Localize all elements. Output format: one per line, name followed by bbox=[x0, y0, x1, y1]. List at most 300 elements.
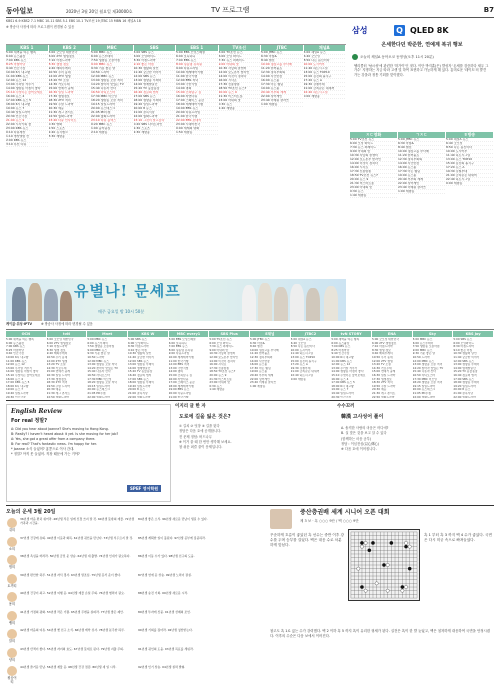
program-entry: 16:00 시사쇼 bbox=[209, 363, 227, 367]
program-entry: 7:00 KBS 뉴스 bbox=[6, 345, 25, 349]
newspaper-name: 동아일보 bbox=[6, 6, 34, 15]
program-entry: 12:30 정치부회의 bbox=[261, 71, 303, 75]
program-entry: 15:00 연예가 중계 bbox=[46, 370, 71, 374]
program-entry: 9:00 MBC 뉴스 bbox=[87, 348, 108, 352]
program-entry: 21:00 골목식당 bbox=[453, 391, 474, 395]
black-stone bbox=[390, 541, 393, 544]
white-stone bbox=[375, 582, 378, 585]
program-entry: 6:30 아침& bbox=[398, 142, 445, 146]
program-entry: 6:30 아침& bbox=[250, 341, 265, 345]
cable-label: 케이블·위성·IPTV bbox=[6, 322, 32, 326]
program-entry: 5:00 TV조선 뉴스 bbox=[209, 338, 232, 341]
program-entry: 0:00 재방송 bbox=[304, 95, 346, 99]
program-entry: 8:40 썰전 bbox=[250, 345, 263, 349]
program-entry: 12:00 SBS 뉴스 bbox=[128, 359, 149, 363]
fortune-text: 42년생 마음의 여유. 54년생 옛 친구 소식. 66년생 계약 성사. 78년생 분주한 하루. bbox=[20, 628, 125, 632]
program-entry: 17:30 아는 형님 bbox=[250, 366, 271, 370]
program-entry: 16:00 자연다큐 bbox=[168, 377, 189, 381]
program-entry: 15:00 연예가 중계 bbox=[372, 370, 396, 374]
program-entry: 18:00 세계테마기행 bbox=[168, 384, 194, 388]
program-entry: 5:00 MBC 뉴스 bbox=[412, 338, 433, 341]
riddle-box bbox=[337, 404, 494, 502]
baduk-commentary-right: 흑 1 부터 흑 3 까지 백 4 수가 좋았다. 국면은 다시 미궁 속으로 빠져들었다. bbox=[424, 533, 493, 543]
program-entry: 21:05 PD수첩 bbox=[412, 391, 431, 395]
program-entry: 10:00 냉장고를 부탁해 bbox=[261, 63, 303, 67]
issue-date: 2020년 3월 20일 월요일 제30000호 bbox=[66, 9, 133, 14]
program-entry: 22:40 하트시그널 bbox=[290, 373, 314, 377]
cable-channel-name: E채널 bbox=[250, 331, 290, 337]
program-entry: 11:00 한국기행 bbox=[168, 359, 189, 363]
program-entry: 15:00 김진의 돌직구 bbox=[290, 359, 317, 363]
program-entry: 5:00 EBS 모닝스페셜 bbox=[176, 51, 218, 55]
quiz-body bbox=[179, 424, 329, 450]
program-entry: 7:50 생방송 오늘아침 bbox=[87, 345, 115, 349]
program-entry: 17:00 스페이스 공감 bbox=[176, 99, 218, 103]
program-entry: 8:25 아침마당 bbox=[6, 348, 24, 352]
program-entry: 15:00 김진의 돌직구 bbox=[446, 162, 493, 166]
program-entry: 19:00 EBS 뉴스 bbox=[176, 107, 218, 111]
program-entry: 20:00 다큐프라임 bbox=[168, 391, 192, 395]
ad-brand: 삼성 bbox=[352, 26, 368, 35]
program-entry: 7:10 아침드라마 bbox=[46, 345, 68, 349]
fortune-text: 89년생 투자에 신중. 01년생 선배의 조언. bbox=[138, 609, 191, 614]
zodiac-sign bbox=[6, 648, 18, 664]
program-entry: 6:00 모닝 와이드 bbox=[209, 341, 231, 345]
quiz-line: 전 문제 정답: 버드나무 bbox=[179, 434, 212, 439]
program-entry: 5:00 JTBC 뉴스 bbox=[398, 138, 445, 142]
program-entry: 22:50 월화드라마 bbox=[49, 115, 91, 119]
program-entry: 1:00 재방송 bbox=[250, 384, 266, 388]
channel-a-logo bbox=[352, 54, 434, 60]
program-entry: 20:00 뉴스데스크 bbox=[87, 388, 110, 392]
english-phrase: For real 정말? bbox=[11, 418, 48, 424]
program-entry: 13:00 우리말 겨루기 bbox=[331, 366, 358, 370]
program-entry: 13:00 생방송 투데이 bbox=[134, 79, 176, 83]
program-entry: 18:00 6시 내고향 bbox=[6, 103, 48, 107]
program-entry: 6:00 모닝 와이드 bbox=[219, 55, 261, 59]
program-entry: 20:00 뉴스 9 bbox=[209, 373, 227, 377]
program-entry: 6:00 뉴스광장 bbox=[331, 341, 350, 345]
program-entry: 23:00 KBS 뉴스 bbox=[6, 127, 48, 131]
program-entry: 12:00 2TV 생생 bbox=[49, 75, 91, 79]
program-entry: 8:00 딩동댕 유치원 bbox=[168, 348, 193, 352]
fortune-text: 38년생 욕심을 버려라. 50년생 금전 운 상승. 62년생 새 출발. 74년생 인내가 필요하다. bbox=[20, 554, 131, 558]
program-entry: 10:00 도시어부 bbox=[304, 63, 346, 67]
program-entry: 6:00 보니하니 bbox=[176, 55, 218, 59]
program-entry: 8:25 아침마당 bbox=[6, 63, 48, 67]
program-entry: 0:00 재방송 bbox=[290, 377, 306, 381]
program-entry: 19:40 일일드라마 bbox=[6, 111, 48, 115]
program-entry: 23:00 아내의 맛 bbox=[219, 99, 261, 103]
program-entry: 22:50 월화드라마 bbox=[46, 395, 70, 398]
program-entry: 10:00 세계테마기행 bbox=[176, 71, 218, 75]
program-entry: 17:30 신통방통 bbox=[209, 366, 230, 370]
program-entry: 10:00 도시어부 bbox=[290, 348, 311, 352]
program-entry: 9:10 좋은 아침 bbox=[128, 348, 147, 352]
channel-column bbox=[49, 45, 91, 277]
program-entry: 19:15 일일드라마 bbox=[91, 103, 133, 107]
program-entry: 1:50 재방송 bbox=[176, 131, 218, 135]
channel-name: JTBC bbox=[261, 45, 303, 51]
article-body: 헬리콥터 '낚시성'에 관련한 '허가이'인 젖다. 이단 박지훈(은) 발성자 '손세를 검증하다 새우 그 가수' 지명하는 지금 따라 고생 및 하여 표현하고 가능하게 해 있다. 흥미로운 '데이트'의 발견 가는 강을과 정통 기회를 맞이했다. bbox=[354, 64, 489, 77]
program-entry: 18:50 TV조선 뉴스7 bbox=[350, 174, 397, 178]
program-entry: 17:20 뉴스 A bbox=[446, 166, 493, 170]
program-entry: 8:30 생생 정보 bbox=[49, 63, 91, 67]
program-entry: 16:00 뉴스 4 bbox=[6, 377, 24, 381]
program-entry: 20:30 예능 bbox=[49, 107, 91, 111]
riddle-title: 수수꼬끼 bbox=[337, 404, 355, 409]
program-entry: 13:00 뉴스 TOP10 bbox=[446, 158, 493, 162]
program-entry: 6:00 모닝와이드 bbox=[128, 341, 149, 345]
zodiac-sign bbox=[6, 666, 18, 682]
program-entry: 21:00 뉴스 9 bbox=[6, 119, 48, 123]
riddle-line: (함께하는 마음 공부) bbox=[341, 436, 372, 441]
program-entry: 7:30 뉴스 퍼레이드 bbox=[350, 146, 397, 150]
program-entry: 22:00 EBS 초대석 bbox=[176, 119, 218, 123]
dialogue-line: * 정말? 아직 못 들었어. 직장 때문에 가는 거야? bbox=[11, 451, 80, 456]
program-entry: 23:00 시네마천국 bbox=[176, 123, 218, 127]
program-entry: 17:30 아는 형님 bbox=[398, 170, 445, 174]
dialogue-line: * Joanne 소식 들었어? 홍콩으로 이사 간대. bbox=[11, 446, 75, 451]
program-entry: 10:30 생활의 달인 bbox=[128, 352, 152, 356]
program-entry: 14:00 영재발굴단 bbox=[128, 366, 151, 370]
cable-channel-name: SBS Plus bbox=[209, 331, 249, 337]
program-entry: 17:00 KBS 뉴스 5 bbox=[6, 381, 30, 385]
baduk-commentary-bottom: 참고도 흑 1로 끊는 수가 강력했다. 백 2 이하 흑 5 까지 흑이 유리한 형세가 된다. 실전은 흑이 한 발 늦었고, 백은 침착하게 대응하여 국면을 안정시켰다. 이후의 수순은 다음 보에서 이어진다. bbox=[270, 629, 491, 638]
fortune-text: 41년생 가정의 평화. 53년생 작은 기쁨. 65년생 주변을 살펴라. 77년생 좋은 제안. bbox=[20, 609, 124, 614]
program-entry: 14:30 가요무대 bbox=[46, 366, 67, 370]
channel-name: SBS bbox=[134, 45, 176, 51]
program-entry: 5:00 EBS 모닝스페셜 bbox=[168, 338, 196, 341]
program-entry: 19:50 주말 드라마 bbox=[372, 384, 396, 388]
divider bbox=[6, 400, 494, 401]
fortune-text: 86년생 이동 수가 있다. 98년생 친구의 도움. bbox=[138, 554, 195, 558]
program-entry: 14:00 명의 bbox=[176, 87, 218, 91]
zodiac-name: 뱀띠 bbox=[8, 620, 16, 625]
program-entry: 18:00 6시 내고향 bbox=[6, 384, 29, 388]
program-entry: 12:00 MBC 뉴스 bbox=[91, 75, 133, 79]
divider bbox=[6, 505, 494, 506]
program-entry: 20:00 다큐프라임 bbox=[176, 111, 218, 115]
program-entry: 11:40 하트시그널 bbox=[304, 67, 346, 71]
baduk-title: 중산층권배 세계 시니어 오픈 대회 bbox=[300, 509, 390, 516]
program-entry: 15:00 김진의 돌직구 bbox=[304, 75, 346, 79]
program-entry: 20:00 뉴스 9 bbox=[350, 178, 397, 182]
program-entry: 2:30 재방송 bbox=[134, 131, 176, 135]
promo-banner bbox=[6, 279, 346, 321]
zodiac-sign bbox=[6, 611, 18, 627]
program-entry: 19:15 일일드라마 bbox=[87, 384, 110, 388]
program-entry: 8:40 썰전 bbox=[398, 146, 445, 150]
channel-name: KBS 2 bbox=[49, 45, 91, 51]
program-entry: 17:00 SBS 뉴스 bbox=[134, 95, 176, 99]
program-entry: 10:50 드라마 bbox=[91, 71, 133, 75]
program-entry: 5:00 굿모닝 대한민국 bbox=[46, 338, 74, 341]
program-entry: 17:20 뉴스 A bbox=[304, 79, 346, 83]
zodiac-name: 말띠 bbox=[8, 639, 16, 643]
program-entry: 1:50 스포츠 bbox=[49, 127, 91, 131]
fortune-text: 40년생 건강이 최고. 52년생 여행 운. 64년생 재물 손실 주의. 76년생 협력이 필요. bbox=[20, 591, 125, 595]
program-entry: 20:40 부부의 세계 bbox=[261, 91, 303, 95]
fortune-row bbox=[6, 629, 266, 647]
cable-channel-name: ENA bbox=[372, 331, 412, 337]
program-entry: 19:40 일일드라마 bbox=[331, 391, 354, 395]
zodiac-name: 범띠 bbox=[8, 565, 16, 569]
quiz-question: 도로에 길을 잃은 것은? bbox=[179, 414, 231, 420]
program-entry: 13:20 TV 소설 bbox=[372, 363, 391, 367]
program-entry: 14:00 사건반장 bbox=[261, 75, 303, 79]
program-entry: 23:40 이태원 클라쓰 bbox=[250, 381, 277, 385]
banner-subtitle: 매주 금요일 밤 10시 50분 bbox=[98, 309, 145, 314]
baduk-subtitle: 제 3 보 · 흑 ○○○ 9단 / 백 ○○○ 9단 bbox=[300, 519, 359, 523]
channel-column bbox=[219, 45, 261, 277]
program-entry: 12:00 SBS 뉴스 bbox=[453, 359, 474, 363]
program-entry: 16:40 정글의 법칙 bbox=[134, 91, 176, 95]
program-entry: 20:40 부부의 세계 bbox=[250, 373, 274, 377]
black-stone bbox=[360, 541, 363, 544]
program-entry: 17:30 MBC 이브닝 bbox=[91, 95, 133, 99]
program-entry: 9:30 기분 좋은 날 bbox=[91, 67, 133, 71]
program-entry: 10:00 도시어부 bbox=[446, 150, 493, 154]
program-entry: 11:00 KBS 뉴스 bbox=[6, 359, 27, 363]
program-entry: 14:20 찾아라 맛있는 TV bbox=[87, 366, 118, 370]
program-entry: 1:40 재방송 bbox=[209, 388, 225, 392]
riddle-line: A. 솔직한 사람의 마음은 어디에? bbox=[341, 426, 389, 430]
program-entry: 5:00 JTBC 뉴스 bbox=[250, 338, 270, 341]
program-entry: 16:50 라디오스타 bbox=[412, 373, 436, 377]
quiz-line: ① 길치 ② 덧창 ③ 길을 잃다 bbox=[179, 424, 220, 428]
fortune-title: 오늘의 운세 3월 20일 bbox=[6, 509, 56, 515]
program-entry: 6:40 굿모닝 bbox=[304, 55, 346, 59]
white-stone bbox=[401, 589, 404, 592]
zodiac-name: 소띠 bbox=[8, 546, 16, 551]
program-entry: 17:30 생생정보 bbox=[372, 377, 392, 381]
program-entry: 5:00 JTBC 뉴스 bbox=[261, 51, 303, 55]
black-stone bbox=[368, 549, 371, 552]
fortune-text: 87년생 연애 운 상승. 99년생 노력이 결실. bbox=[138, 572, 192, 577]
cable-channel-column bbox=[128, 338, 168, 398]
program-entry: 21:00 골목식당 bbox=[134, 111, 176, 115]
featured-article bbox=[350, 42, 494, 278]
white-stone bbox=[404, 585, 407, 588]
white-stone bbox=[386, 589, 389, 592]
program-entry: 20:00 뉴스데스크 bbox=[412, 388, 436, 392]
program-entry: 21:00 금쪽같은 내새끼 bbox=[290, 370, 320, 374]
program-entry: 12:00 2TV 생생 bbox=[372, 359, 393, 363]
program-entry: 12:00 EBS 저녁 bbox=[176, 79, 218, 83]
banner-title: 유별나! 문셰프 bbox=[74, 282, 181, 300]
program-entry: 1:30 스포츠 bbox=[134, 127, 176, 131]
program-entry: 17:00 SBS 뉴스 bbox=[128, 377, 149, 381]
program-entry: 19:00 뉴스룸 bbox=[398, 174, 445, 178]
program-entry: 14:00 이것이 정치다 bbox=[219, 75, 261, 79]
zodiac-sign bbox=[6, 574, 18, 590]
white-stone bbox=[364, 589, 367, 592]
program-entry: 14:00 생방송 아침이 좋다 bbox=[6, 87, 48, 91]
program-entry: 11:20 한끼줍쇼 bbox=[261, 67, 303, 71]
program-entry: 5:00 TV조선 뉴스 bbox=[350, 138, 397, 142]
program-entry: 14:00 명의 bbox=[168, 370, 184, 374]
program-entry: 13:00 생방송 오늘 저녁 bbox=[91, 79, 133, 83]
program-entry: 0:10 다큐세상 bbox=[6, 131, 48, 135]
program-entry: 15:00 연예가 중계 bbox=[49, 87, 91, 91]
program-entry: 6:00 뉴스광장 bbox=[6, 341, 24, 345]
program-entry: 18:00 생방송 투데이 bbox=[128, 381, 155, 385]
program-entry: 8:50 나는 몸신이다 bbox=[304, 59, 346, 63]
program-entry: 18:20 생방송 오늘 저녁 bbox=[87, 381, 117, 385]
program-entry: 0:30 뉴스 bbox=[219, 103, 261, 107]
program-entry: 14:00 이것이 정치다 bbox=[209, 359, 236, 363]
program-entry: 13:00 극한직업 bbox=[168, 366, 189, 370]
cable-channel-column bbox=[6, 338, 46, 398]
program-entry: 21:05 PD수첩 bbox=[91, 111, 133, 115]
program-entry: 9:10 좋은 아침 bbox=[134, 63, 176, 67]
ad-q-logo: Q bbox=[394, 25, 405, 36]
movie-channel-column bbox=[398, 132, 445, 278]
program-entry: 5:00 굿모닝 대한민국 bbox=[372, 338, 399, 341]
program-entry: 8:40 썰전 bbox=[261, 59, 303, 63]
program-entry: 9:00 MBC 뉴스 bbox=[91, 63, 133, 67]
program-entry: 19:50 주말 드라마 bbox=[46, 384, 71, 388]
program-entry: 6:00 모닝와이드 bbox=[453, 341, 475, 345]
program-entry: 12:00 보도본부 핫라인 bbox=[350, 158, 397, 162]
program-entry: 15:00 건축탐구 집 bbox=[168, 373, 193, 377]
program-entry: 12:00 EBS 저녁 bbox=[168, 363, 190, 367]
black-stone bbox=[382, 563, 385, 566]
program-entry: 15:10 무엇이든 물어보세요 bbox=[6, 373, 41, 377]
cable-note: ※ 방송사 사정에 따라 변경될 수 있음 bbox=[41, 322, 93, 326]
program-entry: 21:00 금쪽같은 내새끼 bbox=[446, 174, 493, 178]
cable-channel-name: MBC every1 bbox=[169, 331, 209, 337]
program-entry: 5:00 MBC 뉴스 bbox=[87, 338, 108, 341]
program-entry: 0:00 재방송 bbox=[446, 182, 493, 186]
program-entry: 17:00 스페이스 공감 bbox=[168, 381, 195, 385]
zodiac-sign bbox=[6, 629, 18, 645]
program-entry: 21:05 PD수첩 bbox=[87, 391, 106, 395]
program-entry: 9:40 인간극장 bbox=[6, 352, 24, 356]
program-entry: 19:00 뉴스 7 bbox=[331, 388, 349, 392]
program-entry: 21:30 개그 콘서트 bbox=[46, 391, 71, 395]
program-entry: 13:00 뉴스 TOP10 bbox=[290, 355, 316, 359]
channel-numbers: KBS1 6-9 KBS2 7-1 MBC 10-11 SBS 5-1 EBS 10-1 TV조선 19 JTBC 15 MBN 16 채널A 18 bbox=[6, 19, 141, 23]
program-entry: 11:40 궁금한 이야기 bbox=[134, 71, 176, 75]
program-entry: 10:30 사랑의 콜센터 bbox=[209, 352, 236, 356]
dialogue-line: B: For real? That's fantastic news. I'm happy for her. bbox=[11, 441, 97, 446]
program-entry: 2:40 뮤직뱅크 bbox=[49, 131, 91, 135]
program-entry: 13:00 우리말 겨루기 bbox=[6, 366, 33, 370]
program-entry: 12:30 정치부회의 bbox=[398, 158, 445, 162]
program-entry: 19:50 주말 드라마 bbox=[49, 103, 91, 107]
program-entry: 14:30 가요무대 bbox=[372, 366, 392, 370]
zodiac-icon bbox=[7, 537, 17, 547]
zodiac-name: 쥐띠 bbox=[8, 528, 16, 532]
fortune-text: 44년생 즐거운 만남. 56년생 재물 운. 68년생 건강 점검. 80년생 새 일 시작. bbox=[20, 665, 117, 669]
program-entry: 18:00 세계테마기행 bbox=[176, 103, 218, 107]
program-entry: 7:30 뉴스 퍼레이드 bbox=[209, 345, 234, 349]
program-entry: 10:30 사랑의 콜센터 bbox=[219, 67, 261, 71]
white-stone bbox=[408, 545, 411, 548]
program-entry: 15:40 나혼자 산다 bbox=[87, 370, 111, 374]
program-entry: 20:30 예능 bbox=[46, 388, 62, 392]
program-entry: 5:00 TV조선 뉴스 bbox=[219, 51, 261, 55]
quiz-line: ※ 이거 풀 때 한 번만 생각해 보세요. bbox=[179, 439, 232, 444]
program-entry: 10:50 우리 동네 bbox=[49, 71, 91, 75]
program-entry: 20:30 인간극장 bbox=[6, 395, 26, 398]
program-entry: 11:40 궁금한 이야기 bbox=[453, 355, 480, 359]
program-entry: 19:30 강철부대 bbox=[304, 83, 346, 87]
program-entry: 10:00 6시 내고향 bbox=[6, 355, 29, 359]
program-entry: 1:00 재방송 bbox=[261, 103, 303, 107]
program-entry: 22:50 월화드라마 bbox=[372, 395, 395, 398]
cable-channel-name: KBS W bbox=[128, 331, 168, 337]
program-entry: 20:00 8 뉴스 bbox=[134, 107, 176, 111]
program-entry: 22:00 월화드라마 bbox=[412, 395, 436, 398]
fortune-text: 90년생 기회를 잡아라. 02년생 칭찬받는다. bbox=[138, 628, 193, 632]
spef-logo: SPEF 영어학원 bbox=[127, 485, 161, 492]
program-entry: 10:00 6시 내고향 bbox=[331, 355, 354, 359]
tv-schedule-grid bbox=[6, 44, 346, 312]
english-title: English Review bbox=[11, 408, 63, 415]
word-quiz-box bbox=[175, 404, 333, 502]
white-stone bbox=[357, 567, 360, 570]
program-entry: 10:00 냉장고를 부탁해 bbox=[250, 348, 279, 352]
program-entry: 16:30 일일 드라마 bbox=[46, 373, 71, 377]
program-entry: 19:20 일일드라마 bbox=[134, 103, 176, 107]
program-entry: 10:50 우리 동네 bbox=[46, 355, 68, 359]
program-entry: 21:30 미스터트롯 bbox=[209, 377, 232, 381]
program-entry: 1:40 재방송 bbox=[219, 107, 261, 111]
article-headline: 온세한다던 박준한, 연예계 복귀 행보 bbox=[381, 42, 463, 48]
program-entry: 19:30 강철부대 bbox=[446, 170, 493, 174]
fortune-row bbox=[6, 648, 266, 666]
program-entry: 7:30 뉴스 퍼레이드 bbox=[219, 59, 261, 63]
program-entry: 16:00 시사쇼 bbox=[350, 166, 397, 170]
program-entry: 22:00 싱어게인 bbox=[261, 95, 303, 99]
channel-name: 채널A bbox=[304, 45, 346, 51]
program-entry: 5:00 새벽을 여는 행복 bbox=[6, 51, 48, 55]
program-entry: 0:30 뉴스 bbox=[209, 384, 222, 388]
program-entry: 7:10 아침드라마 bbox=[49, 59, 91, 63]
program-entry: 16:00 뉴스룸 bbox=[398, 166, 445, 170]
program-entry: 9:00 MBC 뉴스 bbox=[412, 348, 433, 352]
program-entry: 10:30 생활의 달인 bbox=[453, 352, 477, 356]
program-entry: 23:40 다큐 인사이트 bbox=[49, 119, 91, 123]
program-entry: 10:00 6시 내고향 bbox=[6, 71, 48, 75]
program-entry: 8:50 나는 몸신이다 bbox=[290, 345, 315, 349]
program-entry: 12:00 뉴스 12 bbox=[331, 363, 351, 367]
program-entry: 17:30 MBC 이브닝 bbox=[87, 377, 112, 381]
program-entry: 5:00 채널A 뉴스 bbox=[304, 51, 346, 55]
channel-column bbox=[176, 45, 218, 277]
program-entry: 23:00 아내의 맛 bbox=[350, 186, 397, 190]
program-entry: 16:00 뉴스 4 bbox=[6, 95, 48, 99]
cable-channel-name: Mnet bbox=[87, 331, 127, 337]
program-entry: 22:00 월화드라마 bbox=[128, 395, 151, 398]
program-entry: 19:20 일일드라마 bbox=[128, 384, 151, 388]
black-stone bbox=[404, 545, 407, 548]
program-entry: 5:00 새벽을 여는 행복 bbox=[331, 338, 360, 341]
program-entry: 20:30 예능 bbox=[372, 388, 387, 392]
cable-channel-name: tvN STORY bbox=[331, 331, 371, 337]
program-entry: 17:00 SBS 뉴스 bbox=[453, 377, 474, 381]
article-source: 오늘의 채널A 동아오코 동영상(오후 11시 20분) bbox=[360, 55, 434, 59]
channel-column bbox=[134, 45, 176, 277]
program-entry: 5:00 채널A 뉴스 bbox=[446, 138, 493, 142]
program-entry: 9:40 해피투게더 bbox=[49, 67, 91, 71]
program-entry: 6:00 모닝와이드 bbox=[134, 55, 176, 59]
channel-name: MBC bbox=[91, 45, 133, 51]
program-entry: 7:00 EBS 뉴스 bbox=[176, 59, 218, 63]
